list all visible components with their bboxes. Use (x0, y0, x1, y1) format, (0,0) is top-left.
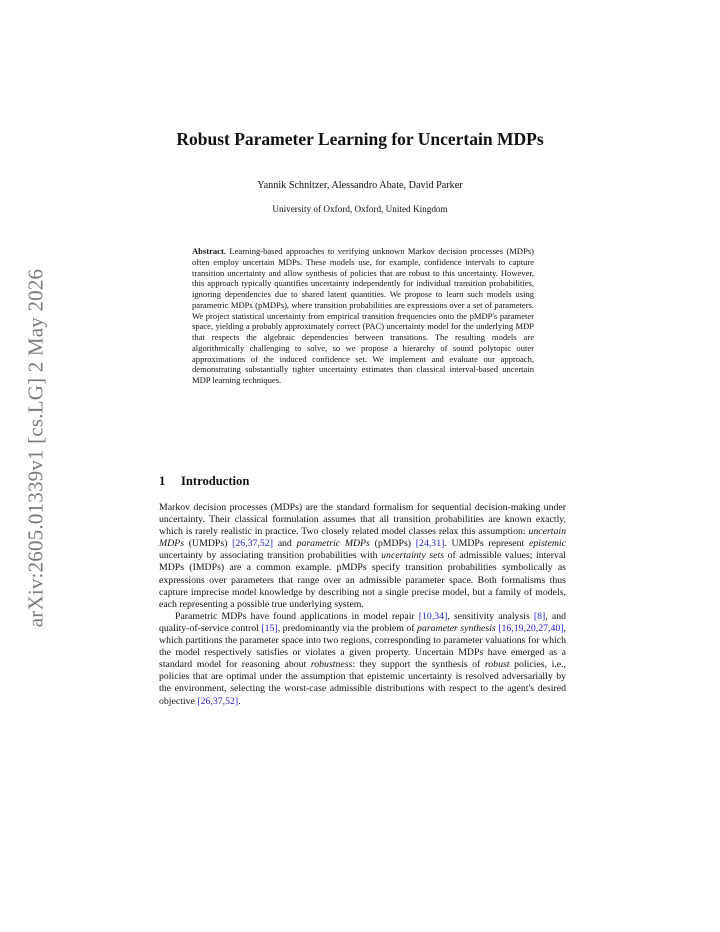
citation-link[interactable]: [24,31] (415, 538, 445, 550)
author-list: Yannik Schnitzer, Alessandro Abate, David Parker (257, 180, 463, 191)
text-span: , sensitivity analysis (447, 610, 534, 622)
text-span: policies, i.e., policies that are optimal under the assumption that epistemic uncertainty is resolved adversarially by the environment, selecting the worst-case admissible distributions with respect to the agent's desired objective (159, 659, 566, 707)
paper-title: Robust Parameter Learning for Uncertain MDPs (176, 129, 544, 149)
emphasis: uncertain MDPs (159, 526, 566, 550)
text-span: , which partitions the parameter space into two regions, corresponding to parameter valuations for which the model respectively satisfies or violates a given property. Uncertain MDPs have emerged as a standard model for reasoning about (159, 622, 566, 671)
citation-link[interactable]: [16,19,20,27,40] (498, 622, 564, 634)
emphasis: robust (484, 659, 510, 671)
emphasis: parametric MDPs (296, 538, 370, 550)
text-span: (UMDPs) (184, 538, 233, 550)
paragraph-2 (159, 611, 566, 708)
text-span: Parametric MDPs have found applications in model repair (175, 610, 419, 622)
abstract-text: Learning-based approaches to verifying unknown Markov decision processes (MDPs) often employ uncertain MDPs. These models use, for example, confidence intervals to capture transition uncertainty and allow synthesis of policies that are robust to this uncertainty. However, this approach typically quantifies uncertainty independently for individual transition probabilities, ignoring dependencies due to shared latent quantities. We propose to learn such models using parametric MDPs (pMDPs), where transition probabilities are expressions over a set of parameters. We project statistical uncertainty from empirical transition frequencies onto the pMDP's parameter space, yielding a probably approximately correct (PAC) uncertainty model for the underlying MDP that respects the algebraic dependencies between transitions. The resulting models are algorithmically challenging to solve, so we propose a hierarchy of sound polytopic outer approximations of the induced confidence set. We implement and evaluate our approach, demonstrating substantially tighter uncertainty estimates than classical interval-based uncertain MDP learning techniques. (192, 246, 534, 385)
text-span: . (238, 695, 241, 707)
text-span: of admissible values; interval MDPs (IMDPs) are a common example. pMDPs specify transition probabilities symbolically as expressions over parameters that range over an admissible parameter space. Both formalisms thus capture imprecise model knowledge by describing not a single precise model, but a family of models, each representing a possible true underlying system. (159, 550, 566, 610)
citation-link[interactable]: [15] (261, 622, 278, 634)
text-span: , predominantly via the problem of (277, 622, 418, 634)
emphasis: epistemic (529, 538, 566, 550)
text-span: uncertainty by associating transition probabilities with (159, 550, 382, 562)
citation-link[interactable]: [26,37,52] (232, 538, 273, 550)
section-number: 1 (159, 474, 166, 488)
text-span: : they support the synthesis of (352, 659, 485, 671)
abstract (192, 246, 534, 386)
arxiv-identifier-stamp: arXiv:2605.01339v1 [cs.LG] 2 May 2026 (23, 268, 48, 628)
affiliation: University of Oxford, Oxford, United Kingdom (272, 204, 448, 214)
emphasis: parameter synthesis (417, 622, 496, 634)
citation-link[interactable]: [10,34] (418, 610, 448, 622)
section-heading (159, 474, 579, 489)
text-span: and (272, 538, 297, 550)
emphasis: robustness (310, 659, 353, 671)
abstract-label: Abstract. (192, 246, 226, 256)
paragraph-1 (159, 502, 566, 611)
text-span: (pMDPs) (369, 538, 416, 550)
text-span: Markov decision processes (MDPs) are the standard formalism for sequential decision-making under uncertainty. Their classical formulation assumes that all transition probabilities are known exactly, which is rarely realistic in practice. Two closely related model classes relax this assumption: (159, 502, 566, 538)
citation-link[interactable]: [8] (533, 610, 546, 622)
section-title: Introduction (181, 474, 250, 488)
text-span: , and quality-of-service control (159, 610, 567, 634)
text-span: . UMDPs represent (444, 538, 529, 550)
citation-link[interactable]: [26,37,52] (197, 695, 239, 707)
emphasis: uncertainty sets (381, 550, 445, 562)
body-text (159, 502, 566, 708)
